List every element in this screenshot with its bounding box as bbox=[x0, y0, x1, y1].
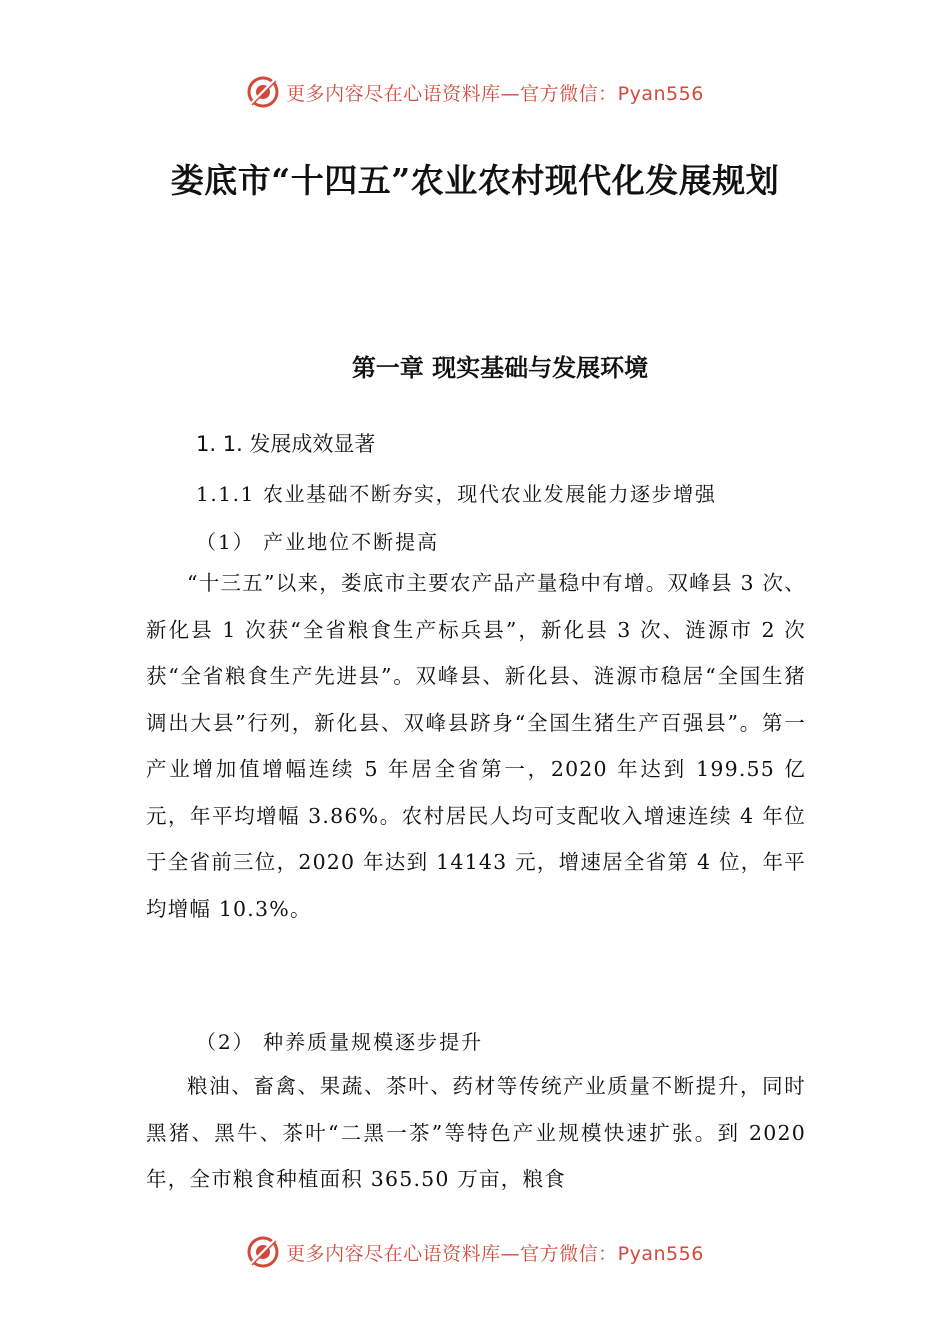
brand-logo-icon bbox=[246, 1235, 280, 1269]
watermark-banner-bottom bbox=[0, 1230, 950, 1274]
watermark-contact-text: —官方微信：Pyan556 bbox=[500, 1242, 704, 1265]
body-paragraph-2: 粮油、畜禽、果蔬、茶叶、药材等传统产业质量不断提升，同时黑猪、黑牛、茶叶“二黑一茶”等特色产业规模快速扩张。到 2020 年，全市粮食种植面积 365.50 万亩，粮食 bbox=[146, 1074, 806, 1191]
item-heading-2: （2） 种养质量规模逐步提升 bbox=[196, 1030, 484, 1054]
watermark-banner-top bbox=[0, 70, 950, 114]
subsection-heading: 1.1.1 农业基础不断夯实，现代农业发展能力逐步增强 bbox=[196, 482, 717, 506]
watermark-lead-text: 更多内容尽在心语资料库 bbox=[286, 82, 501, 105]
brand-logo-icon bbox=[246, 75, 280, 109]
watermark-contact-text: —官方微信：Pyan556 bbox=[500, 82, 704, 105]
body-paragraph-1: “十三五”以来，娄底市主要农产品产量稳中有增。双峰县 3 次、新化县 1 次获“全省粮食生产标兵县”，新化县 3 次、涟源市 2 次获“全省粮食生产先进县”。双峰县、新化县、涟源市稳居“全国生猪调出大县”行列，新化县、双峰县跻身“全国生猪生产百强县”。第一产业增加值增幅连续 5 年居全省第一，2020 年达到 199.55 亿元，年平均增幅 3.86%。农村居民人均可支配收入增速连续 4 年位于全省前三位，2020 年达到 14143 元，增速居全省第 4 位，年平均增幅 10.3%。 bbox=[146, 571, 806, 921]
section-heading: 1. 1. 发展成效显著 bbox=[196, 432, 376, 456]
document-title: 娄底市“十四五”农业农村现代化发展规划 bbox=[170, 161, 780, 200]
chapter-heading: 第一章 现实基础与发展环境 bbox=[351, 353, 649, 382]
watermark-lead-text: 更多内容尽在心语资料库 bbox=[286, 1242, 501, 1265]
item-heading-1: （1） 产业地位不断提高 bbox=[196, 530, 440, 554]
